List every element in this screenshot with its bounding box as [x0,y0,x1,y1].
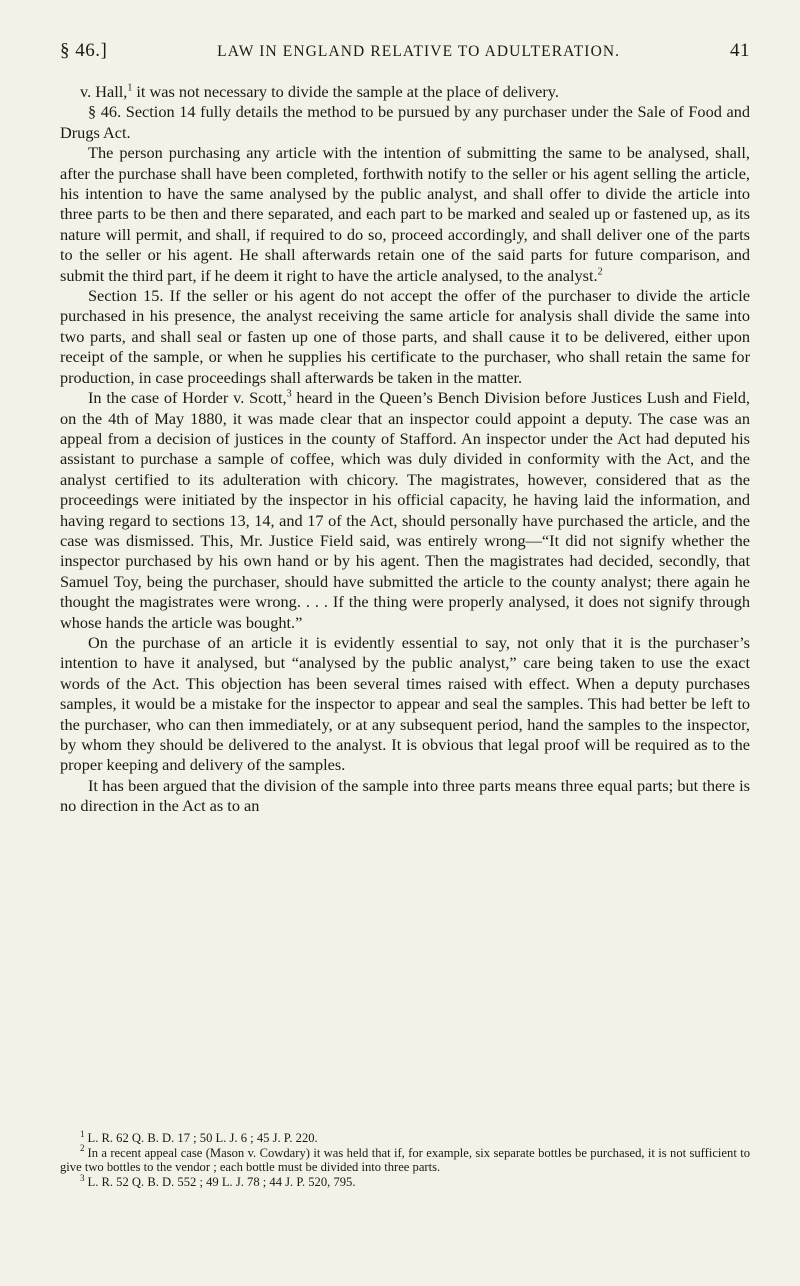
footnote [60,1172,750,1190]
running-header [60,40,750,70]
paragraph-purchase: On the purchase of an article it is evidently essential to say, not only that it is the purchaser’s intention to have it analysed, but “analysed by the public analyst,” care being taken to use the exact words of the Act. This objection has been several times raised with effect. When a deputy purchases samples, it would be a mistake for the inspector to appear and seal the samples. This had better be left to the purchaser, who can then immediately, or at any subsequent period, hand the samples to the inspector, by whom they should be delivered to the analyst. It is obvious that legal proof will be required as to the proper keeping and delivery of the samples. [60,632,750,775]
paragraph-text: v. Hall, [80,82,128,101]
paragraph-section-46: § 46. Section 14 fully details the method to be pursued by any purchaser under the Sale of Food and Drugs Act. [60,102,750,142]
paragraph-horder-v-scott [60,388,750,633]
paragraph-text: In the case of Horder v. Scott, [88,388,287,408]
footnote [60,1128,750,1146]
footnote-mark: 3 [80,1172,85,1183]
paragraph-division: It has been argued that the division of the sample into three parts means three equal parts; but there is no direction in the Act as to an [60,775,750,816]
footnote-text: L. R. 52 Q. B. D. 552 ; 49 L. J. 78 ; 44 J. P. 520, 795. [87,1174,356,1189]
section-reference: § 46.] [60,40,108,61]
paragraph-text: The person purchasing any article with the intention of submitting the same to be analysed, shall, after the purchase shall have been completed, forthwith notify to the seller or his agent selling the article, his intention to have the same analysed by the public analyst, and shall offer to divide the article into three parts to be then and there separated, and each part to be marked and sealed up or fastened up, as its nature will permit, and shall, if required to do so, proceed accordingly, and shall deliver one of the parts to the seller or his agent. He shall afterwards retain one of the said parts for future comparison, and submit the third part, if he deem it right to have the article analysed, to the analyst. [60,143,750,285]
footnote-ref[interactable]: 2 [597,266,603,278]
paragraph-text: it was not necessary to divide the sample at the place of delivery. [132,82,559,101]
footnote-ref[interactable]: 1 [127,82,133,94]
footnotes [60,1128,750,1189]
paragraph-text: heard in the Queen’s Bench Division before Justices Lush and Field, on the 4th of May 1880, it was made clear that an inspector could appoint a deputy. The case was an appeal from a decision of justices in the county of Stafford. An inspector under the Act had deputed his assistant to purchase a sample of coffee, which was duly divided in conformity with the Act, and the analyst certified to its adulteration with chicory. The magistrates, however, considered that as the proceedings were initiated by the inspector in his official capacity, he having laid the information, and having regard to sections 13, 14, and 17 of the Act, should personally have purchased the article, and the case was dismissed. This, Mr. Justice Field said, was entirely wrong—“It did not signify whether the inspector purchased by his own hand or by his agent. Then the magistrates had decided, secondly, that Samuel Toy, being the purchaser, should have submitted the article to the county analyst; there again he thought the magistrates were wrong. . . . If the thing were properly analysed, it does not signify through whose hands the article was bought.” [60,388,750,632]
paragraph-section-15: Section 15. If the seller or his agent do not accept the offer of the purchaser to divide the article purchased in his presence, the analyst receiving the same article for analysis shall divide the same into two parts, and shall seal or fasten up one of those parts, and shall cause it to be delivered, either upon receipt of the sample, or when he supplies his certificate to the purchaser, who shall retain the same for production, in case proceedings shall afterwards be taken in the matter. [60,286,750,387]
paragraph-continuation [60,82,750,102]
body-text [60,82,750,817]
footnote [60,1143,750,1175]
footnote-text: In a recent appeal case (Mason v. Cowdary) it was held that if, for example, six separate bottles be purchased, it is not sufficient to give two bottles to the vendor ; each bottle must be divided into three parts. [60,1145,750,1175]
footnote-ref[interactable]: 3 [286,388,292,400]
paragraph-section-14 [60,143,750,286]
footnote-mark: 1 [80,1128,85,1139]
running-title: LAW IN ENGLAND RELATIVE TO ADULTERATION. [217,43,621,60]
footnote-mark: 2 [80,1143,85,1154]
footnote-text: L. R. 62 Q. B. D. 17 ; 50 L. J. 6 ; 45 J. P. 220. [87,1131,318,1145]
page-number: 41 [730,40,750,61]
